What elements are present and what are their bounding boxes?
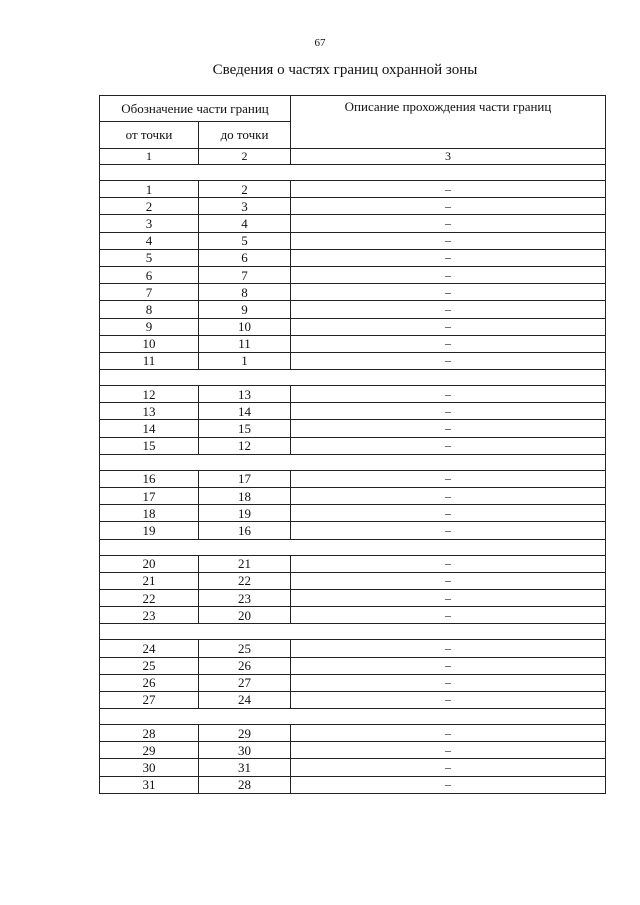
to-point-cell: 9 [199,301,291,318]
table-row [100,215,606,232]
from-point-cell: 30 [100,759,199,776]
from-point-cell: 26 [100,674,199,691]
to-point-cell: 3 [199,198,291,215]
description-cell: – [291,403,606,420]
from-point-cell: 21 [100,572,199,589]
to-point-cell: 23 [199,589,291,606]
to-point-cell: 22 [199,572,291,589]
description-cell: – [291,725,606,742]
description-cell: – [291,555,606,572]
header-to-point: до точки [199,122,291,149]
description-cell: – [291,198,606,215]
from-point-cell: 1 [100,181,199,198]
description-cell: – [291,232,606,249]
to-point-cell: 13 [199,386,291,403]
from-point-cell: 22 [100,589,199,606]
group-separator-cell [100,165,606,181]
to-point-cell: 25 [199,640,291,657]
to-point-cell: 28 [199,776,291,793]
column-number: 3 [291,149,606,165]
to-point-cell: 8 [199,284,291,301]
table-row [100,352,606,369]
group-separator-row [100,709,606,725]
table-row [100,198,606,215]
group-separator-row [100,539,606,555]
from-point-cell: 19 [100,522,199,539]
table-row [100,607,606,624]
to-point-cell: 19 [199,505,291,522]
table-row [100,470,606,487]
table-row [100,522,606,539]
from-point-cell: 31 [100,776,199,793]
description-cell: – [291,572,606,589]
table-row [100,589,606,606]
table-row [100,420,606,437]
group-separator-cell [100,454,606,470]
table-row [100,691,606,708]
table-row [100,759,606,776]
group-separator-row [100,454,606,470]
description-cell: – [291,335,606,352]
from-point-cell: 28 [100,725,199,742]
description-cell: – [291,437,606,454]
page-number: 67 [314,37,326,49]
description-cell: – [291,470,606,487]
group-separator-row [100,624,606,640]
column-numbers-row [100,149,606,165]
to-point-cell: 11 [199,335,291,352]
description-cell: – [291,589,606,606]
description-cell: – [291,386,606,403]
table-row [100,640,606,657]
description-cell: – [291,301,606,318]
table-row [100,403,606,420]
from-point-cell: 6 [100,266,199,283]
to-point-cell: 7 [199,266,291,283]
from-point-cell: 13 [100,403,199,420]
table-body [100,165,606,794]
table-row [100,318,606,335]
to-point-cell: 20 [199,607,291,624]
group-separator-cell [100,370,606,386]
from-point-cell: 5 [100,249,199,266]
to-point-cell: 14 [199,403,291,420]
from-point-cell: 29 [100,742,199,759]
from-point-cell: 10 [100,335,199,352]
description-cell: – [291,284,606,301]
header-description: Описание прохождения части границ [291,96,606,149]
table-row [100,674,606,691]
to-point-cell: 4 [199,215,291,232]
table-row [100,232,606,249]
description-cell: – [291,640,606,657]
table-row [100,335,606,352]
description-cell: – [291,318,606,335]
description-cell: – [291,674,606,691]
to-point-cell: 30 [199,742,291,759]
description-cell: – [291,352,606,369]
header-boundary-designation: Обозначение части границ [100,96,291,122]
table-row [100,742,606,759]
description-cell: – [291,215,606,232]
table-row [100,301,606,318]
description-cell: – [291,420,606,437]
description-cell: – [291,691,606,708]
description-cell: – [291,776,606,793]
to-point-cell: 18 [199,488,291,505]
description-cell: – [291,505,606,522]
to-point-cell: 2 [199,181,291,198]
to-point-cell: 6 [199,249,291,266]
header-from-point: от точки [100,122,199,149]
table-row [100,555,606,572]
from-point-cell: 12 [100,386,199,403]
table-row [100,488,606,505]
to-point-cell: 1 [199,352,291,369]
from-point-cell: 8 [100,301,199,318]
from-point-cell: 16 [100,470,199,487]
description-cell: – [291,607,606,624]
to-point-cell: 26 [199,657,291,674]
table-row [100,572,606,589]
description-cell: – [291,522,606,539]
description-cell: – [291,657,606,674]
description-cell: – [291,759,606,776]
table-row [100,776,606,793]
description-cell: – [291,742,606,759]
table-row [100,284,606,301]
from-point-cell: 9 [100,318,199,335]
from-point-cell: 24 [100,640,199,657]
to-point-cell: 24 [199,691,291,708]
from-point-cell: 4 [100,232,199,249]
from-point-cell: 2 [100,198,199,215]
to-point-cell: 15 [199,420,291,437]
to-point-cell: 10 [199,318,291,335]
from-point-cell: 27 [100,691,199,708]
from-point-cell: 3 [100,215,199,232]
from-point-cell: 20 [100,555,199,572]
table-row [100,249,606,266]
from-point-cell: 23 [100,607,199,624]
from-point-cell: 15 [100,437,199,454]
table-header-row [100,96,606,122]
table-row [100,181,606,198]
description-cell: – [291,181,606,198]
group-separator-cell [100,709,606,725]
description-cell: – [291,266,606,283]
to-point-cell: 5 [199,232,291,249]
table-row [100,657,606,674]
group-separator-row [100,165,606,181]
to-point-cell: 27 [199,674,291,691]
column-number: 1 [100,149,199,165]
from-point-cell: 7 [100,284,199,301]
from-point-cell: 14 [100,420,199,437]
column-number: 2 [199,149,291,165]
group-separator-cell [100,624,606,640]
from-point-cell: 17 [100,488,199,505]
from-point-cell: 25 [100,657,199,674]
to-point-cell: 17 [199,470,291,487]
description-cell: – [291,249,606,266]
table-row [100,505,606,522]
to-point-cell: 29 [199,725,291,742]
to-point-cell: 12 [199,437,291,454]
boundary-parts-table [99,95,606,794]
table-row [100,266,606,283]
to-point-cell: 31 [199,759,291,776]
group-separator-cell [100,539,606,555]
from-point-cell: 18 [100,505,199,522]
document-title: Сведения о частях границ охранной зоны [212,62,478,78]
from-point-cell: 11 [100,352,199,369]
to-point-cell: 16 [199,522,291,539]
table-row [100,725,606,742]
group-separator-row [100,370,606,386]
table-row [100,437,606,454]
table-row [100,386,606,403]
description-cell: – [291,488,606,505]
to-point-cell: 21 [199,555,291,572]
